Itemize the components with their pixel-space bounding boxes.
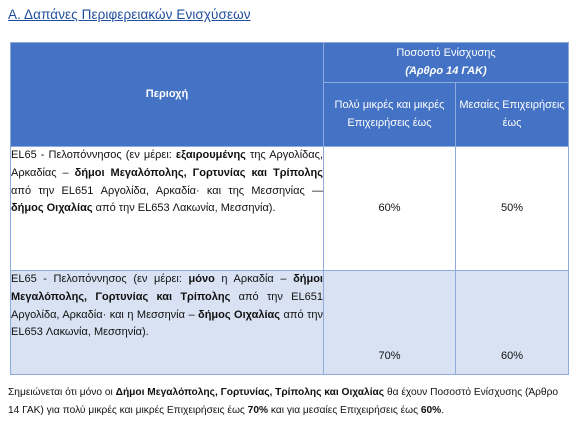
header-small-enterprises: Πολύ μικρές και μικρές Επιχειρήσεις έως bbox=[324, 83, 456, 147]
footnote-text-bold: Δήμοι Μεγαλόπολης, Γορτυνίας, Τρίπολης και Οιχαλίας bbox=[115, 387, 385, 398]
region-text: από την EL651 Αργολίδα, Αρκαδία· και η Μεσσηνία – bbox=[11, 290, 323, 321]
small-rate-cell: 70% bbox=[324, 271, 456, 375]
medium-rate-cell: 60% bbox=[456, 271, 569, 375]
header-aid-rate-subtitle: (Άρθρο 14 ΓΑΚ) bbox=[405, 64, 487, 77]
region-text: από την EL653 Λακωνία, Μεσσηνία). bbox=[11, 308, 323, 339]
region-text-bold: δήμος Οιχαλίας bbox=[198, 308, 281, 321]
header-medium-enterprises: Μεσαίες Επιχειρήσεις έως bbox=[456, 83, 569, 147]
table-header-row bbox=[11, 43, 569, 83]
table-row bbox=[11, 147, 569, 271]
footnote-text: θα έχουν Ποσοστό Ενίσχυσης (Άρθρο 14 ΓΑΚ) για πολύ μικρές και μικρές Επιχειρήσεις έως bbox=[8, 387, 559, 416]
region-cell bbox=[11, 147, 324, 271]
footnote-text: και για μεσαίες Επιχειρήσεις έως bbox=[268, 404, 421, 416]
header-region: Περιοχή bbox=[11, 43, 324, 147]
small-rate-cell: 60% bbox=[324, 147, 456, 271]
region-text-bold: εξαιρουμένης bbox=[175, 149, 246, 161]
region-text-bold: δήμος Οιχαλίας bbox=[11, 202, 93, 215]
region-text: από την EL653 Λακωνία, Μεσσηνία). bbox=[92, 202, 276, 215]
region-text: η Αρκαδία – bbox=[214, 273, 294, 285]
aid-rates-table bbox=[10, 42, 569, 375]
footnote-text-bold: 70% bbox=[247, 404, 269, 416]
section-heading: Α. Δαπάνες Περιφερειακών Ενισχύσεων bbox=[8, 7, 251, 22]
footnote-text-bold: 60% bbox=[420, 404, 442, 416]
medium-rate-cell: 50% bbox=[456, 147, 569, 271]
region-cell bbox=[11, 271, 324, 375]
footnote bbox=[8, 384, 568, 420]
region-text-bold: δήμοι Μεγαλόπολης, Γορτυνίας και Τρίπολης bbox=[74, 166, 323, 179]
region-text-bold: μόνο bbox=[188, 273, 215, 285]
header-aid-rate bbox=[324, 43, 569, 83]
region-text: EL65 - Πελοπόννησος (εν μέρει: bbox=[11, 273, 189, 285]
region-text: της Αργολίδας, Αρκαδίας – bbox=[11, 149, 323, 179]
footnote-text: Σημειώνεται ότι μόνο οι bbox=[8, 387, 116, 398]
header-aid-rate-title: Ποσοστό Ενίσχυσης bbox=[396, 46, 496, 59]
region-text: από την EL651 Αργολίδα, Αρκαδία· και της Μεσσηνίας — bbox=[11, 184, 323, 197]
region-text-bold: δήμοι Μεγαλόπολης, Γορτυνίας και Τρίπολης bbox=[11, 273, 323, 303]
region-text: EL65 - Πελοπόννησος (εν μέρει: bbox=[11, 149, 176, 161]
footnote-text: . bbox=[441, 404, 445, 416]
table-row bbox=[11, 271, 569, 375]
